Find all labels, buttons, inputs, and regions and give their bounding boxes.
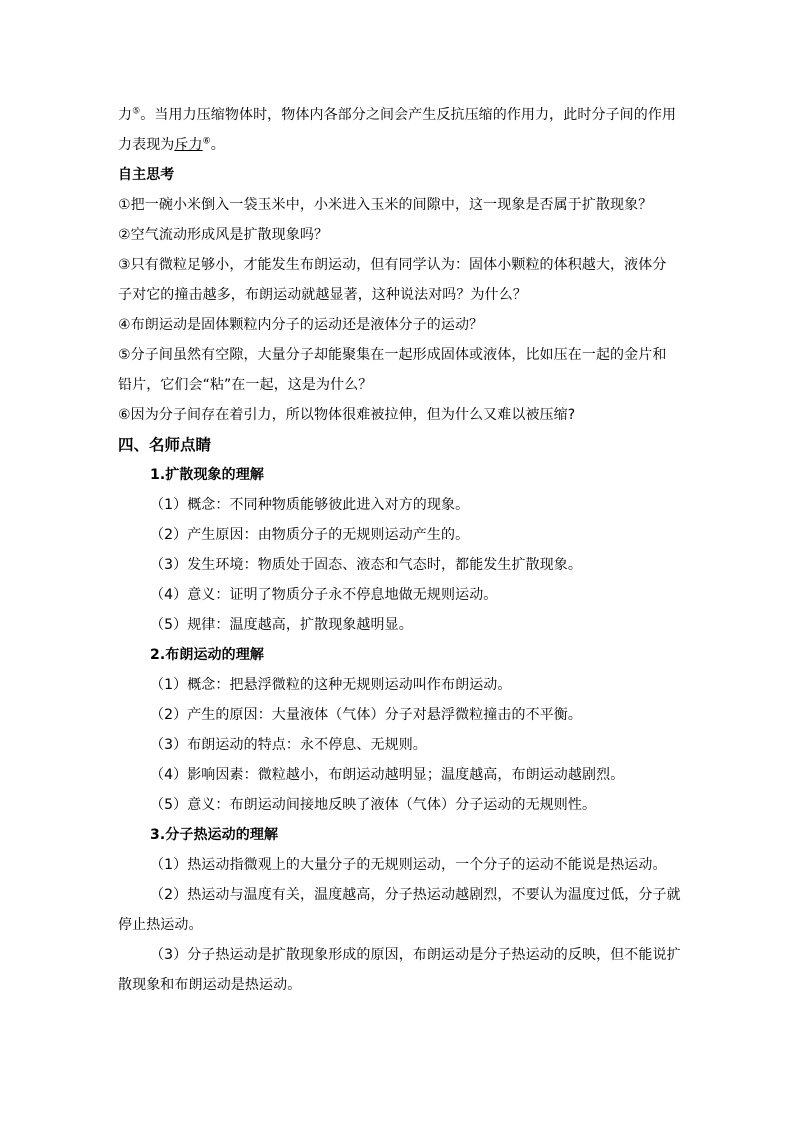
page-content: [118, 100, 680, 1000]
list-item: （1）概念：不同种物质能够彼此进入对方的现象。: [150, 497, 470, 513]
intro-text: 力: [118, 107, 133, 123]
list-item: （3）分子热运动是扩散现象形成的原因，布朗运动是分子热运动的反映，但不能说扩: [150, 947, 681, 963]
question-line: ②空气流动形成风是扩散现象吗？: [118, 227, 329, 243]
list-item: （5）意义：布朗运动间接地反映了液体（气体）分子运动的无规则性。: [150, 797, 597, 813]
section-heading: 四、名师点睛: [118, 436, 212, 454]
question-line: ⑥因为分子间存在着引力，所以物体很难被拉伸，但为什么又难以被压缩?: [118, 407, 576, 423]
question-line: ⑤分子间虽然有空隙，大量分子却能聚集在一起形成固体或液体，比如压在一起的金片和: [118, 347, 667, 363]
list-item: （1）热运动指微观上的大量分子的无规则运动，一个分子的运动不能说是热运动。: [150, 857, 667, 873]
list-item-continuation: 停止热运动。: [118, 917, 203, 933]
part-heading: 1.扩散现象的理解: [150, 467, 264, 483]
self-think-title: 自主思考: [118, 167, 175, 183]
list-item: （4）影响因素：微粒越小，布朗运动越明显；温度越高，布朗运动越剧烈。: [150, 767, 625, 783]
list-item: （4）意义：证明了物质分子永不停息地做无规则运动。: [150, 587, 498, 603]
footnote-marker: ⑥: [202, 136, 211, 147]
part-heading: 3.分子热运动的理解: [150, 827, 279, 843]
list-item: （5）规律：温度越高，扩散现象越明显。: [150, 617, 413, 633]
question-line: 铅片，它们会“粘”在一起，这是为什么？: [118, 377, 373, 393]
intro-line-2: [118, 130, 680, 160]
list-item: （3）发生环境：物质处于固态、液态和气态时，都能发生扩散现象。: [150, 557, 583, 573]
question-line: ①把一碗小米倒入一袋玉米中，小米进入玉米的间隙中，这一现象是否属于扩散现象？: [118, 197, 653, 213]
question-line: 子对它的撞击越多，布朗运动就越显著，这种说法对吗？为什么？: [118, 287, 527, 303]
question-line: ③只有微粒足够小，才能发生布朗运动，但有同学认为：固体小颗粒的体积越大，液体分: [118, 257, 667, 273]
list-item: （2）产生的原因：大量液体（气体）分子对悬浮微粒撞击的不平衡。: [150, 707, 583, 723]
footnote-marker: ⑤: [132, 106, 141, 117]
list-item: （2）产生原因：由物质分子的无规则运动产生的。: [150, 527, 470, 543]
part-heading: 2.布朗运动的理解: [150, 647, 264, 663]
list-item: （1）概念：把悬浮微粒的这种无规则运动叫作布朗运动。: [150, 677, 512, 693]
intro-text: 。: [210, 137, 225, 153]
list-item: （2）热运动与温度有关，温度越高，分子热运动越剧烈，不要认为温度过低，分子就: [150, 887, 681, 903]
list-item: （3）布朗运动的特点：永不停息、无规则。: [150, 737, 427, 753]
intro-line-1: [118, 100, 680, 130]
list-item-continuation: 散现象和布朗运动是热运动。: [118, 977, 302, 993]
underlined-term: 斥力: [174, 137, 203, 153]
question-line: ④布朗运动是固体颗粒内分子的运动还是液体分子的运动？: [118, 317, 484, 333]
intro-text: 力表现为: [118, 137, 175, 153]
intro-text: 。当用力压缩物体时，物体内各部分之间会产生反抗压缩的作用力，此时分子间的作用: [140, 107, 677, 123]
